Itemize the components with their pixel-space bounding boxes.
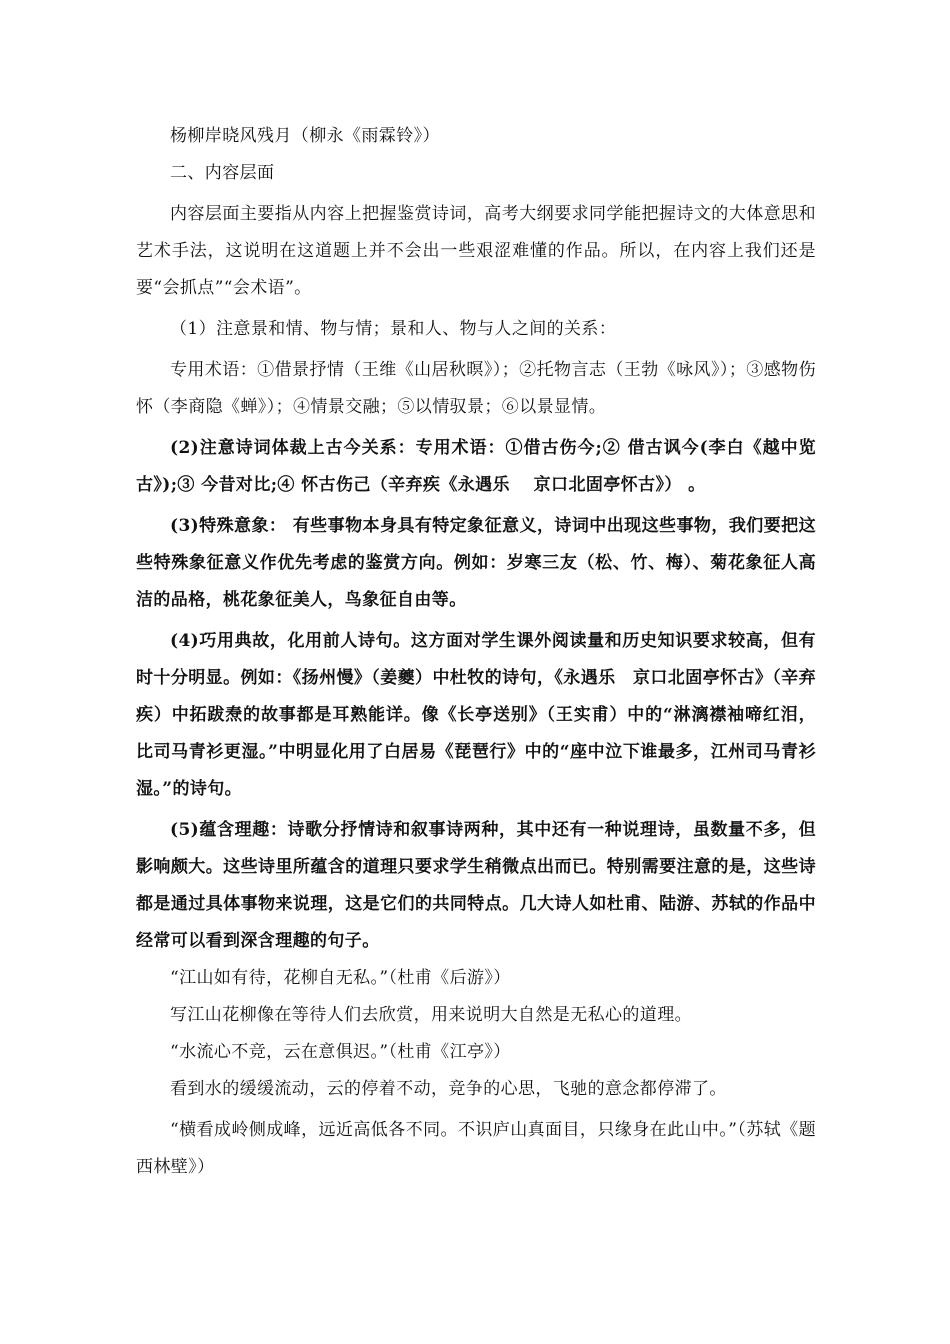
paragraph-point-5: (5)蕴含理趣：诗歌分抒情诗和叙事诗两种，其中还有一种说理诗，虽数量不多，但影响颇大。这些诗里所蕴含的道理只要求学生稍微点出而已。特别需要注意的是，这些诗都是通过具体事物来说理，这是它们的共同特点。几大诗人如杜甫、陆游、苏轼的作品中经常可以看到深含理趣的句子。 xyxy=(136,820,816,951)
explanation-hou-you: 写江山花柳像在等待人们去欣赏，用来说明大自然是无私心的道理。 xyxy=(170,1005,692,1025)
paragraph-point-4: (4)巧用典故，化用前人诗句。这方面对学生课外阅读量和历史知识要求较高，但有时十分明显。例如：《扬州慢》（姜夔）中杜牧的诗句，《永遇乐 京口北固亭怀古》（辛弃疾）中拓跋焘的故事都是耳熟能详。像《长亭送别》（王实甫）中的“淋漓襟袖啼红泪，比司马青衫更湿。”中明显化用了白居易《琵琶行》中的“座中泣下谁最多，江州司马青衫湿。”的诗句。 xyxy=(136,631,816,799)
paragraph-point-1: （1）注意景和情、物与情；景和人、物与人之间的关系： xyxy=(170,319,617,339)
explanation-jiang-ting: 看到水的缓缓流动，云的停着不动，竞争的心思，飞驰的意念都停滞了。 xyxy=(170,1079,727,1099)
quote-du-fu-jiang-ting: “水流心不竞，云在意俱迟。”（杜甫《江亭》） xyxy=(170,1042,511,1062)
quote-su-shi-ti-xi-lin-bi: “横看成岭侧成峰，远近高低各不同。不识庐山真面目，只缘身在此山中。”（苏轼《题西林壁》） xyxy=(136,1120,816,1177)
paragraph-content-intro: 内容层面主要指从内容上把握鉴赏诗词，高考大纲要求同学能把握诗文的大体意思和艺术手法，这说明在这道题上并不会出一些艰涩难懂的作品。所以，在内容上我们还是要“会抓点”“会术语”。 xyxy=(136,204,816,298)
section-heading-content-level: 二、内容层面 xyxy=(170,163,275,183)
paragraph-point-3: (3)特殊意象： 有些事物本身具有特定象征意义，诗词中出现这些事物，我们要把这些特殊象征意义作优先考虑的鉴赏方向。例如：岁寒三友（松、竹、梅）、菊花象征人高洁的品格，桃花象征美人，鸟象征自由等。 xyxy=(136,516,816,610)
paragraph-terms-1: 专用术语：①借景抒情（王维《山居秋暝》）；②托物言志（王勃《咏风》）；③感物伤怀（李商隐《蝉》）；④情景交融；⑤以情驭景；⑥以景显情。 xyxy=(136,360,816,417)
paragraph-point-2: (2)注意诗词体裁上古今关系：专用术语：①借古伤今;② 借古讽今(李白《越中览古》);③ 今昔对比;④ 怀古伤己（辛弃疾《永遇乐 京口北固亭怀古》） 。 xyxy=(136,438,816,495)
document-page xyxy=(136,118,816,1186)
quote-du-fu-hou-you: “江山如有待，花柳自无私。”（杜甫《后游》） xyxy=(170,968,511,988)
paragraph-quote-liu-yong: 杨柳岸晓风残月（柳永《雨霖铃》） xyxy=(170,126,440,146)
